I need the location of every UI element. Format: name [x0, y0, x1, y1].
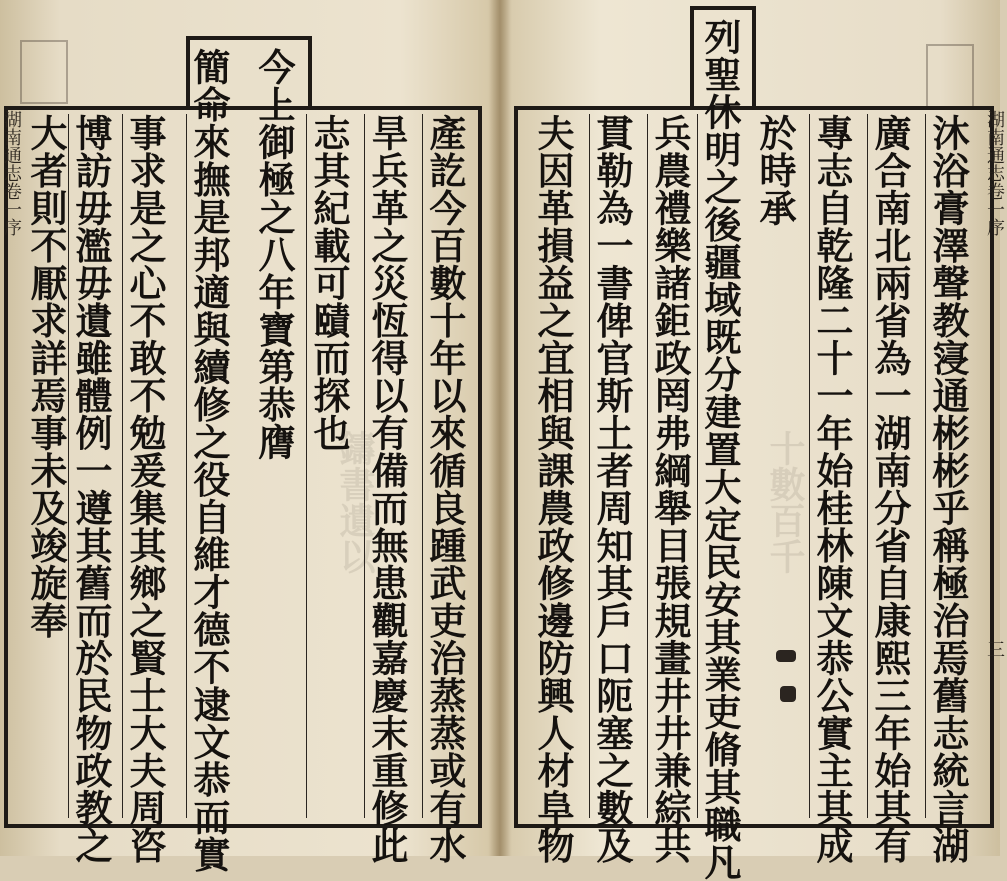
column-text: 博訪毋濫毋遺雖體例一遵其舊而於民物政教之: [69, 114, 113, 864]
text-column: [809, 114, 854, 864]
text-column: [68, 114, 113, 864]
text-column: [531, 114, 575, 864]
margin-title: 湖南通志卷一序: [1, 110, 22, 236]
page-number: 三: [984, 640, 1005, 658]
column-text: 旱兵革之災恆得以有備而無患觀嘉慶末重修此: [365, 114, 409, 864]
text-column: [364, 114, 409, 864]
column-text: 今上御極之八年寶第恭膺: [252, 48, 296, 461]
text-column: [24, 114, 68, 818]
column-text: 貫勒為一書俾官斯土者周知其戶口阨塞之數及: [590, 114, 634, 864]
text-column: [867, 114, 912, 864]
column-text: 簡命來撫是邦適與續修之役自維才德不逮文恭而實: [187, 48, 231, 873]
column-text: 於時承: [753, 114, 797, 227]
column-text: 夫因革損益之宜相與課農政修邊防興人材阜物: [531, 114, 575, 864]
text-column: [753, 114, 797, 818]
text-column: [252, 48, 296, 818]
bleed-through-text: 鑄書遺以: [334, 430, 376, 574]
text-column: [697, 18, 742, 881]
text-column: [925, 114, 970, 864]
margin-title: 湖南通志卷一序: [984, 110, 1005, 236]
column-text: 廣合南北兩省為一湖南分省自康熙三年始其有: [868, 114, 912, 864]
left-page: [0, 0, 497, 873]
text-column: [186, 48, 231, 873]
column-text: 大者則不厭求詳焉事未及竣旋奉: [24, 114, 68, 639]
right-page: [503, 0, 1005, 881]
column-text: 志其紀載可賾而探也: [307, 114, 351, 452]
ink-blot: [780, 686, 796, 702]
column-text: 產訖今百數十年以來循良踵武吏治蒸蒸或有水: [423, 114, 467, 864]
column-text: 列聖休明之後疆域既分建置大定民安其業吏脩其職凡: [698, 18, 742, 881]
column-text: 專志自乾隆二十一年始桂林陳文恭公實主其成: [810, 114, 854, 864]
column-text: 沐浴膏澤聲教寖通彬彬乎稱極治焉舊志統言湖: [926, 114, 970, 864]
text-column: [422, 114, 467, 864]
text-column: [122, 114, 167, 864]
text-column: [306, 114, 350, 818]
bleed-through-text: 十數百千: [764, 430, 806, 574]
column-text: 兵農禮樂諸鉅政罔弗綱舉目張規畫井井兼綜共: [648, 114, 692, 864]
text-column: [589, 114, 634, 864]
text-column: [647, 114, 692, 864]
ink-blot: [776, 650, 796, 662]
column-text: 事求是之心不敢不勉爰集其鄉之賢士大夫周咨: [123, 114, 167, 864]
